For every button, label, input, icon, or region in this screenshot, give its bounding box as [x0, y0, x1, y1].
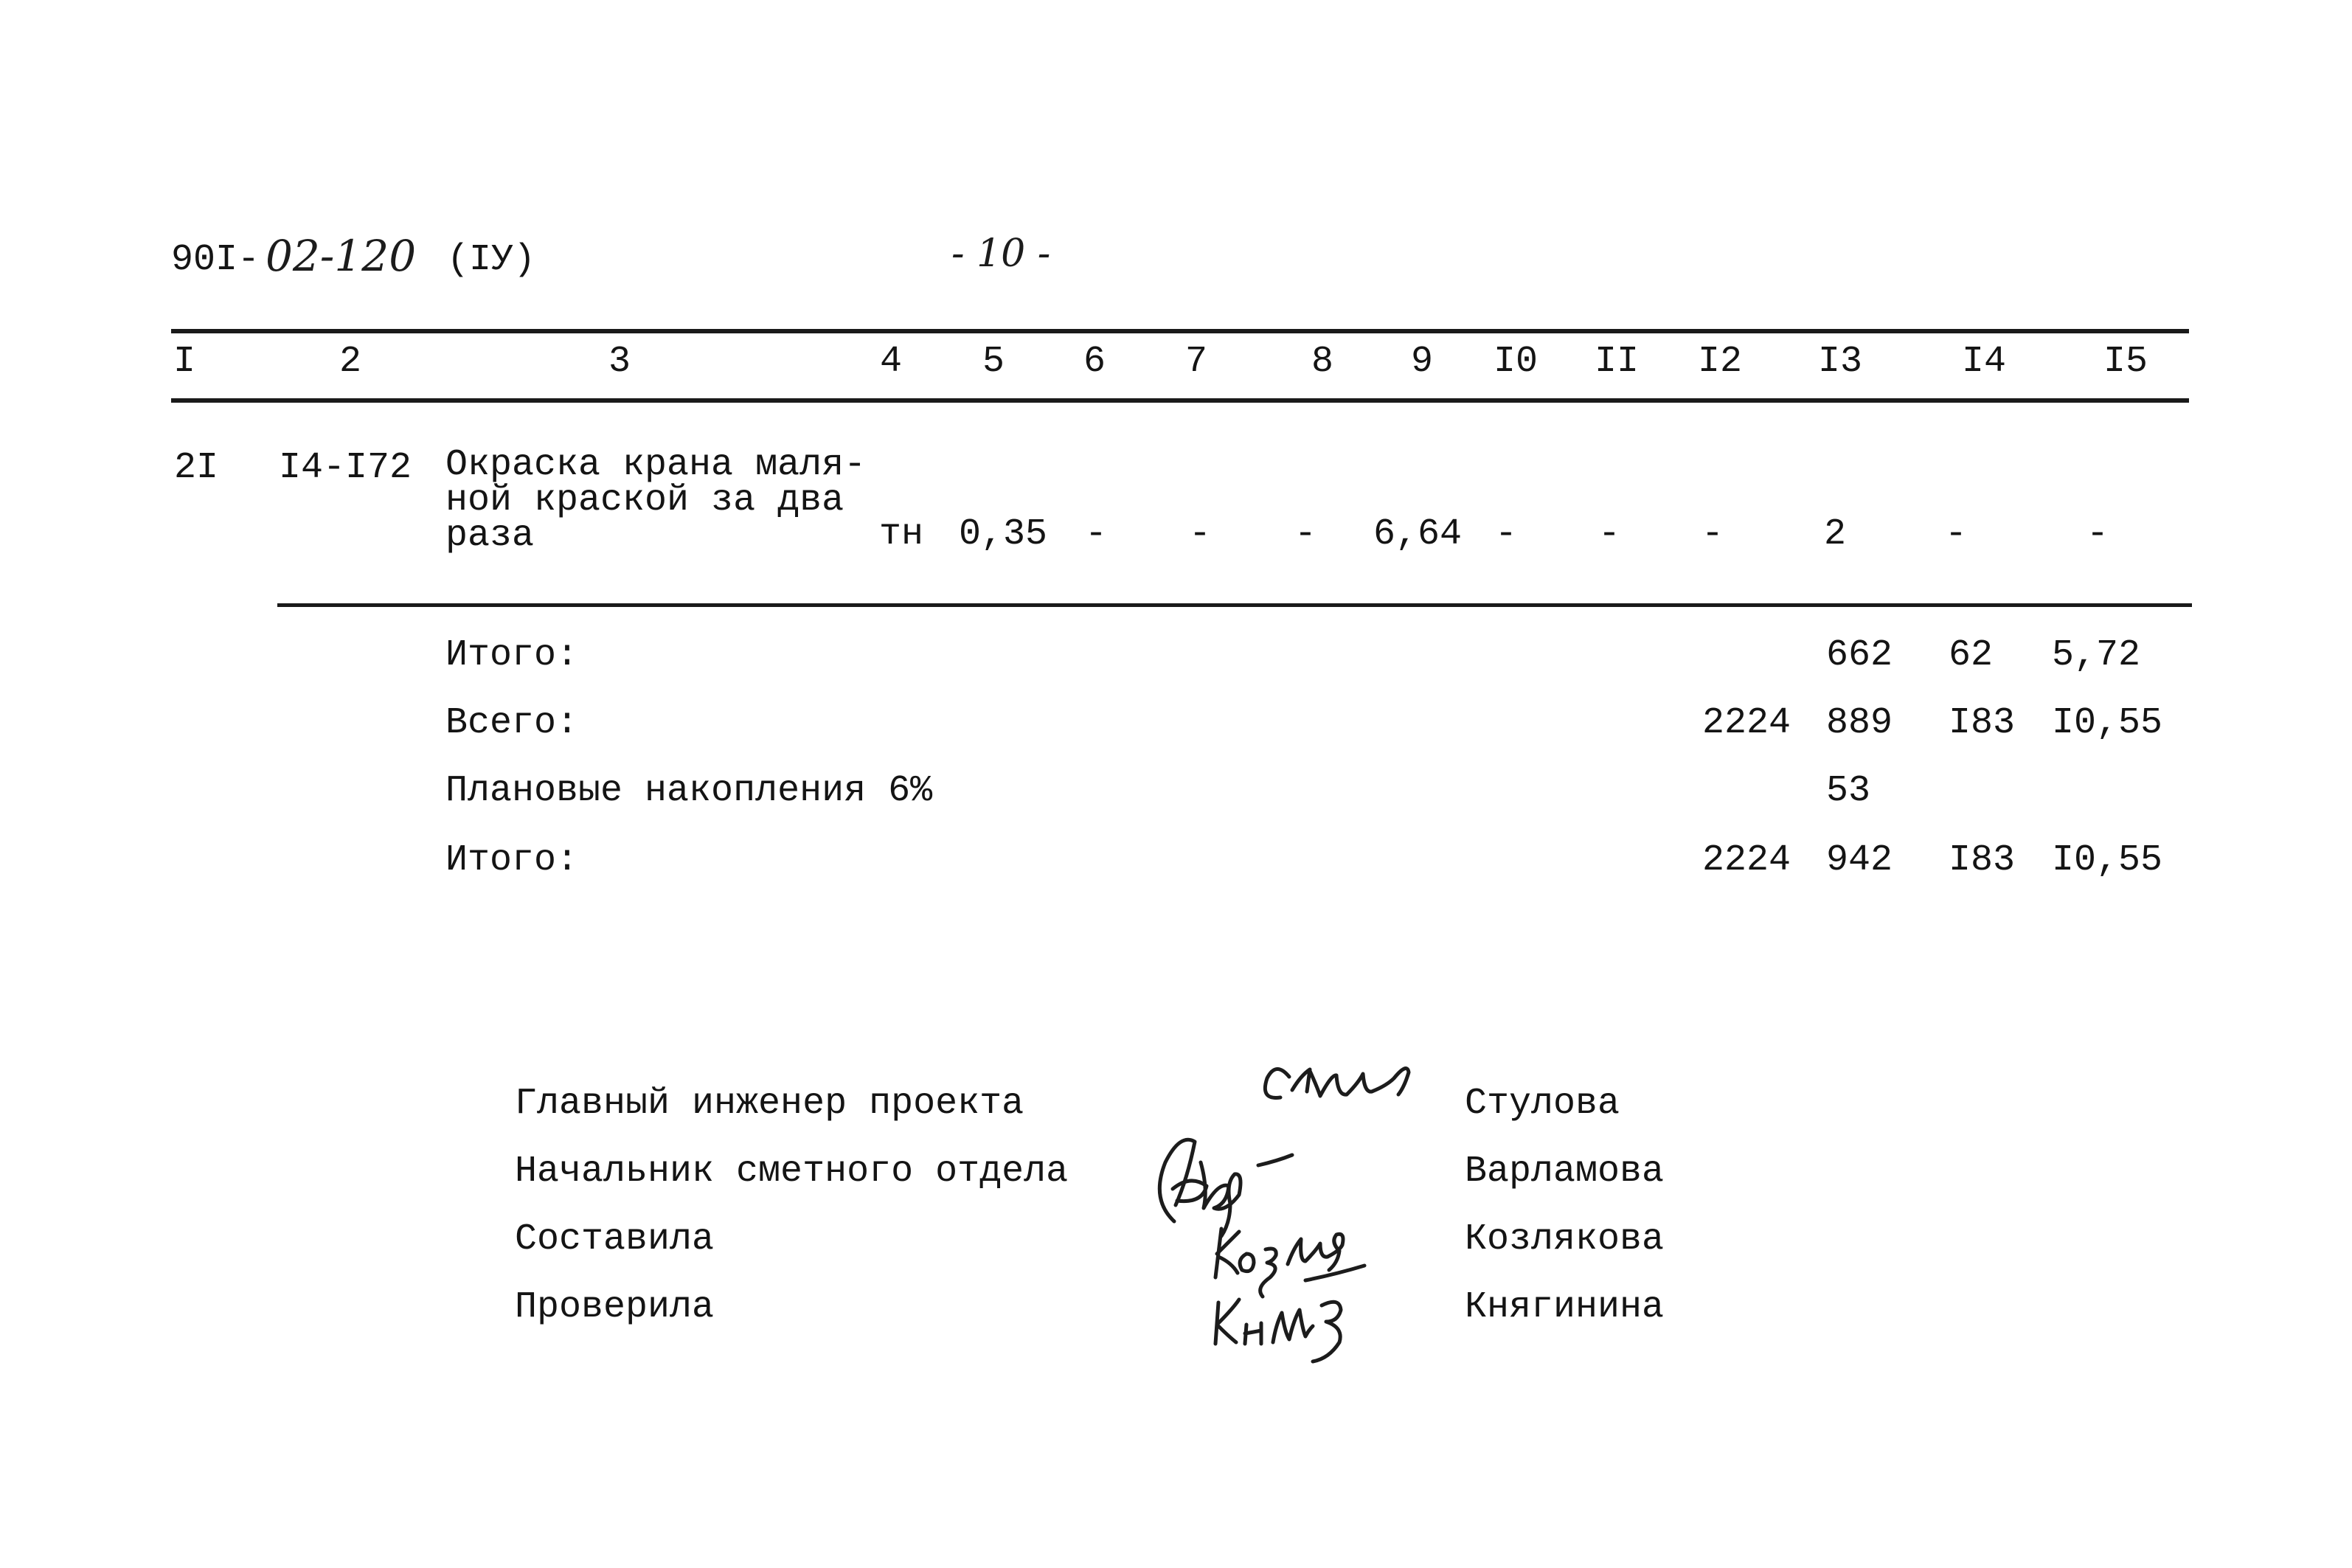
- signature-scribble-kozlyakova: [1215, 1229, 1364, 1297]
- totals-col-14: I83: [1949, 839, 2016, 881]
- col-header-1: I: [173, 341, 196, 383]
- totals-col-15: I0,55: [2052, 839, 2163, 881]
- col-header-4: 4: [879, 341, 903, 383]
- row-col-13: 2: [1823, 513, 1847, 555]
- header-top-rule: [171, 329, 2189, 333]
- row-code: I4-I72: [279, 447, 412, 489]
- row-col-5: 0,35: [958, 513, 1048, 555]
- col-header-11: II: [1594, 341, 1640, 383]
- totals-col-12: 2224: [1701, 839, 1791, 881]
- totals-col-15: I0,55: [2052, 702, 2163, 744]
- row-col-7: -: [1188, 513, 1212, 555]
- doc-edition: (IУ): [447, 239, 536, 281]
- signature-name: Стулова: [1465, 1083, 1620, 1125]
- col-header-7: 7: [1184, 341, 1208, 383]
- row-number: 2I: [174, 447, 219, 489]
- signature-name: Козлякова: [1465, 1218, 1665, 1260]
- col-header-13: I3: [1817, 341, 1863, 383]
- col-header-12: I2: [1697, 341, 1743, 383]
- totals-label: Плановые накопления 6%: [445, 770, 933, 812]
- totals-col-14: 62: [1949, 634, 1994, 676]
- signature-role: Составила: [515, 1218, 715, 1260]
- totals-col-14: I83: [1949, 702, 2016, 744]
- signature-role: Главный инженер проекта: [515, 1083, 1024, 1125]
- row-description-line-2: ной краской за два: [445, 479, 844, 521]
- page-number: - 10 -: [951, 232, 1051, 276]
- totals-col-15: 5,72: [2052, 634, 2141, 676]
- totals-label: Всего:: [445, 702, 579, 744]
- totals-col-12: 2224: [1701, 702, 1791, 744]
- col-header-8: 8: [1311, 341, 1334, 383]
- doc-code-handwritten: 02-120: [266, 231, 417, 281]
- col-header-2: 2: [339, 341, 362, 383]
- row-col-15: -: [2086, 513, 2109, 555]
- totals-col-13: 53: [1826, 770, 1871, 812]
- row-col-12: -: [1701, 513, 1724, 555]
- totals-col-13: 942: [1826, 839, 1893, 881]
- row-description-line-3: раза: [445, 515, 535, 557]
- row-col-14: -: [1944, 513, 1968, 555]
- signature-role: Проверила: [515, 1286, 715, 1328]
- row-col-11: -: [1598, 513, 1621, 555]
- signature-scribble-knyaginina: [1215, 1300, 1341, 1361]
- signature-scribble-stulova: [1265, 1069, 1409, 1098]
- doc-code-printed: 90I-: [171, 239, 260, 281]
- totals-top-rule: [277, 603, 2192, 607]
- totals-label: Итого:: [445, 839, 579, 881]
- totals-col-13: 889: [1826, 702, 1893, 744]
- col-header-9: 9: [1410, 341, 1434, 383]
- totals-col-13: 662: [1826, 634, 1893, 676]
- row-unit: тн: [878, 513, 924, 555]
- col-header-15: I5: [2103, 341, 2148, 383]
- row-col-6: -: [1084, 513, 1108, 555]
- signature-name: Княгинина: [1465, 1286, 1665, 1328]
- signature-scribble-varlamova: [1159, 1139, 1292, 1236]
- signature-name: Варламова: [1465, 1151, 1665, 1193]
- col-header-10: I0: [1493, 341, 1538, 383]
- col-header-6: 6: [1083, 341, 1106, 383]
- row-description-line-1: Окраска крана маля-: [445, 444, 867, 486]
- col-header-3: 3: [608, 341, 631, 383]
- totals-label: Итого:: [445, 634, 579, 676]
- col-header-5: 5: [982, 341, 1005, 383]
- col-header-14: I4: [1961, 341, 2007, 383]
- row-col-9: 6,64: [1373, 513, 1463, 555]
- signature-role: Начальник сметного отдела: [515, 1151, 1069, 1193]
- row-col-8: -: [1294, 513, 1317, 555]
- row-col-10: -: [1494, 513, 1518, 555]
- header-bottom-rule: [171, 398, 2189, 403]
